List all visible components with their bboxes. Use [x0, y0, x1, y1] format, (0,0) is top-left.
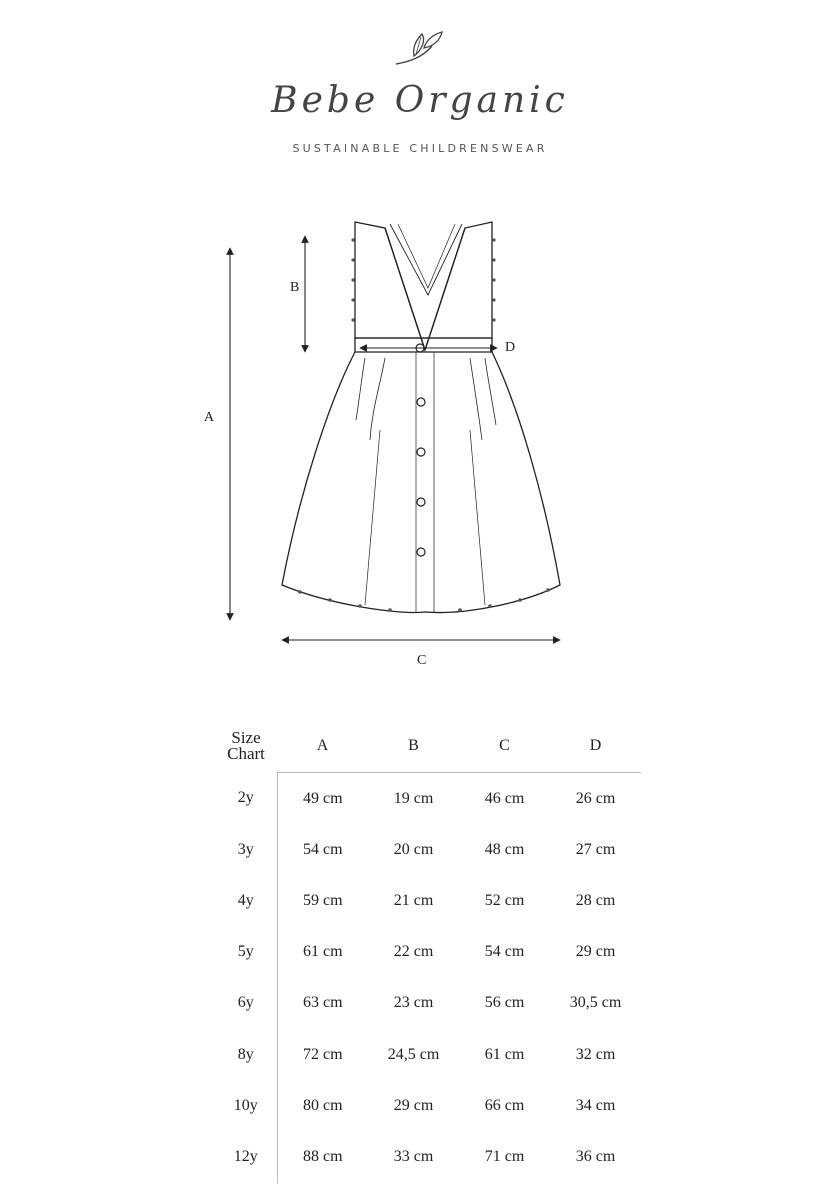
size-chart-title	[215, 720, 277, 773]
a-cell: 88 cm	[302, 1147, 343, 1165]
c-cell: 48 cm	[484, 840, 525, 858]
column-header-b: B	[368, 720, 459, 773]
b-cell: 20 cm	[393, 840, 434, 858]
brand-tagline: SUSTAINABLE CHILDRENSWEAR	[292, 142, 548, 155]
table-row	[215, 875, 641, 926]
size-chart-title-line2: Chart	[227, 744, 265, 764]
table-row	[215, 978, 641, 1029]
b-cell: 33 cm	[393, 1147, 434, 1165]
dimension-c-label: C	[417, 653, 427, 668]
lace-trim	[298, 238, 550, 611]
d-cell: 34 cm	[575, 1096, 616, 1114]
b-cell: 24,5 cm	[387, 1045, 440, 1063]
c-cell: 61 cm	[484, 1045, 525, 1063]
c-cell: 56 cm	[484, 994, 525, 1012]
column-header-d: D	[550, 720, 641, 773]
table-row	[215, 773, 641, 825]
d-cell: 27 cm	[575, 840, 616, 858]
size-cell: 4y	[215, 875, 277, 926]
a-cell: 61 cm	[302, 943, 343, 961]
size-chart-title-line1: Size	[231, 728, 261, 748]
dimension-d-label: D	[505, 340, 516, 355]
column-header-c: C	[459, 720, 550, 773]
dress-drawing	[0, 200, 840, 680]
c-cell: 66 cm	[484, 1096, 525, 1114]
a-cell: 49 cm	[302, 789, 343, 807]
b-cell: 23 cm	[393, 994, 434, 1012]
a-cell: 63 cm	[302, 994, 343, 1012]
d-cell: 29 cm	[575, 943, 616, 961]
size-cell: 6y	[215, 978, 277, 1029]
size-cell: 5y	[215, 927, 277, 978]
c-cell: 54 cm	[484, 943, 525, 961]
size-cell: 8y	[215, 1029, 277, 1080]
size-chart-header-row	[215, 720, 641, 773]
a-cell: 72 cm	[302, 1045, 343, 1063]
b-cell: 22 cm	[393, 943, 434, 961]
d-cell: 26 cm	[575, 789, 616, 807]
d-cell: 28 cm	[575, 891, 616, 909]
column-header-a: A	[277, 720, 368, 773]
a-cell: 80 cm	[302, 1096, 343, 1114]
b-cell: 29 cm	[393, 1096, 434, 1114]
table-row	[215, 1029, 641, 1080]
a-cell: 59 cm	[302, 891, 343, 909]
b-cell: 21 cm	[393, 891, 434, 909]
size-chart-table	[215, 720, 641, 1183]
a-cell: 54 cm	[302, 840, 343, 858]
size-cell: 12y	[215, 1131, 277, 1182]
d-cell: 32 cm	[575, 1045, 616, 1063]
buttons	[416, 344, 425, 556]
size-chart-body	[215, 773, 641, 1183]
dimension-a-label: A	[204, 410, 215, 425]
c-cell: 46 cm	[484, 789, 525, 807]
table-row	[215, 1131, 641, 1182]
garment-diagram	[0, 200, 840, 680]
size-cell: 3y	[215, 824, 277, 875]
brand-header	[0, 0, 840, 170]
table-row	[215, 927, 641, 978]
c-cell: 52 cm	[484, 891, 525, 909]
b-cell: 19 cm	[393, 789, 434, 807]
dimension-b-label: B	[290, 280, 300, 295]
table-row	[215, 1080, 641, 1131]
leaf-sprig-icon	[392, 18, 452, 70]
c-cell: 71 cm	[484, 1147, 525, 1165]
d-cell: 30,5 cm	[569, 994, 622, 1012]
size-cell: 2y	[215, 773, 277, 825]
table-row	[215, 824, 641, 875]
brand-name: Bebe Organic	[271, 80, 569, 121]
size-cell: 10y	[215, 1080, 277, 1131]
d-cell: 36 cm	[575, 1147, 616, 1165]
